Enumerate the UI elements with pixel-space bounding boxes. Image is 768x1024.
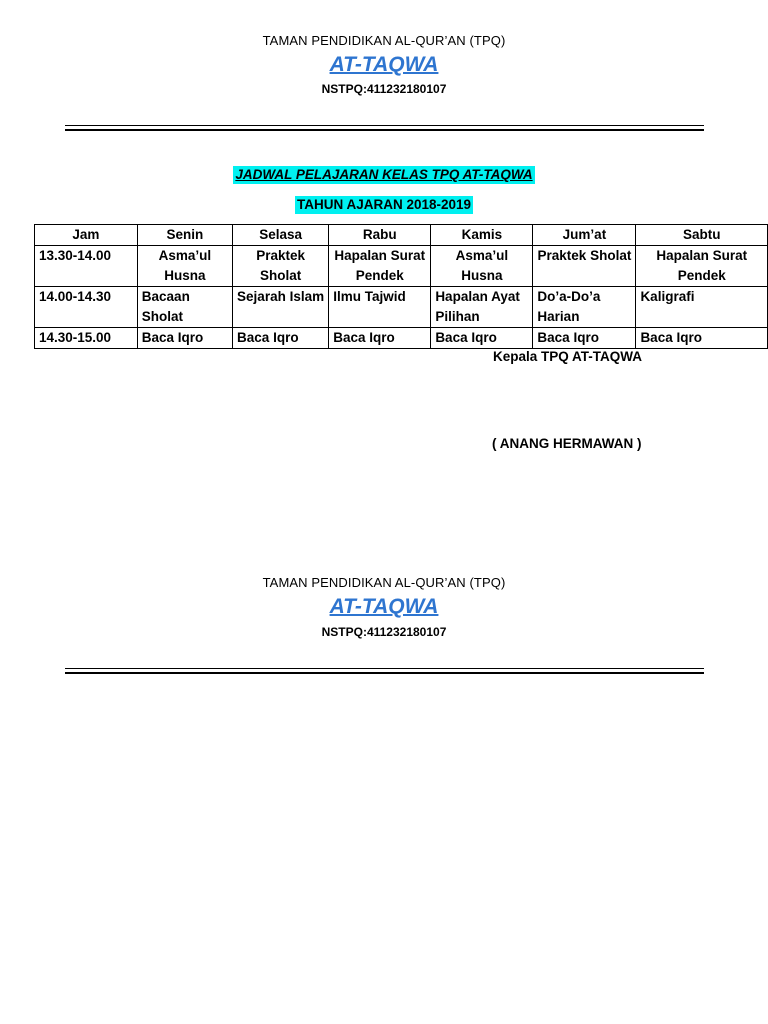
lesson-cell: Asma’ul Husna	[431, 246, 533, 287]
lesson-cell: Do’a-Do’a Harian	[533, 287, 636, 328]
schedule-title-wrap	[0, 166, 768, 184]
header-cell: Rabu	[329, 225, 431, 246]
time-cell: 14.00-14.30	[35, 287, 138, 328]
lesson-cell: Asma’ul Husna	[137, 246, 232, 287]
lesson-cell: Hapalan Surat Pendek	[636, 246, 768, 287]
lesson-cell: Baca Iqro	[137, 328, 232, 349]
time-cell: 13.30-14.00	[35, 246, 138, 287]
lesson-cell: Baca Iqro	[233, 328, 329, 349]
lesson-cell: Hapalan Surat Pendek	[329, 246, 431, 287]
lesson-cell: Ilmu Tajwid	[329, 287, 431, 328]
header-divider	[65, 668, 704, 674]
schedule-year: TAHUN AJARAN 2018-2019	[296, 197, 472, 212]
header-cell: Jum’at	[533, 225, 636, 246]
time-cell: 14.30-15.00	[35, 328, 138, 349]
schedule-year-wrap	[0, 196, 768, 214]
lesson-cell: Praktek Sholat	[533, 246, 636, 287]
header-cell: Senin	[137, 225, 232, 246]
lesson-cell: Baca Iqro	[636, 328, 768, 349]
header-cell: Sabtu	[636, 225, 768, 246]
nstpq-number: NSTPQ:411232180107	[321, 625, 447, 639]
table-header-row	[35, 225, 768, 246]
header-cell: Jam	[35, 225, 138, 246]
school-name-line: TAMAN PENDIDIKAN AL-QUR’AN (TPQ)	[262, 33, 506, 48]
table-row	[35, 287, 768, 328]
nstpq-number: NSTPQ:411232180107	[321, 82, 447, 96]
table-row	[35, 328, 768, 349]
schedule-table	[34, 224, 768, 349]
lesson-cell: Praktek Sholat	[233, 246, 329, 287]
header-cell: Selasa	[233, 225, 329, 246]
lesson-cell: Baca Iqro	[533, 328, 636, 349]
signature-name: ( ANANG HERMAWAN )	[492, 436, 642, 451]
signature-role: Kepala TPQ AT-TAQWA	[493, 349, 643, 364]
header-divider	[65, 125, 704, 131]
school-name-line: TAMAN PENDIDIKAN AL-QUR’AN (TPQ)	[262, 575, 506, 590]
lesson-cell: Kaligrafi	[636, 287, 768, 328]
header-cell: Kamis	[431, 225, 533, 246]
lesson-cell: Hapalan Ayat Pilihan	[431, 287, 533, 328]
school-title: AT-TAQWA	[329, 595, 439, 618]
table-row	[35, 246, 768, 287]
lesson-cell: Baca Iqro	[329, 328, 431, 349]
lesson-cell: Baca Iqro	[431, 328, 533, 349]
school-title: AT-TAQWA	[329, 53, 439, 76]
lesson-cell: Sejarah Islam	[233, 287, 329, 328]
schedule-title: JADWAL PELAJARAN KELAS TPQ AT-TAQWA	[235, 167, 533, 182]
lesson-cell: Bacaan Sholat	[137, 287, 232, 328]
